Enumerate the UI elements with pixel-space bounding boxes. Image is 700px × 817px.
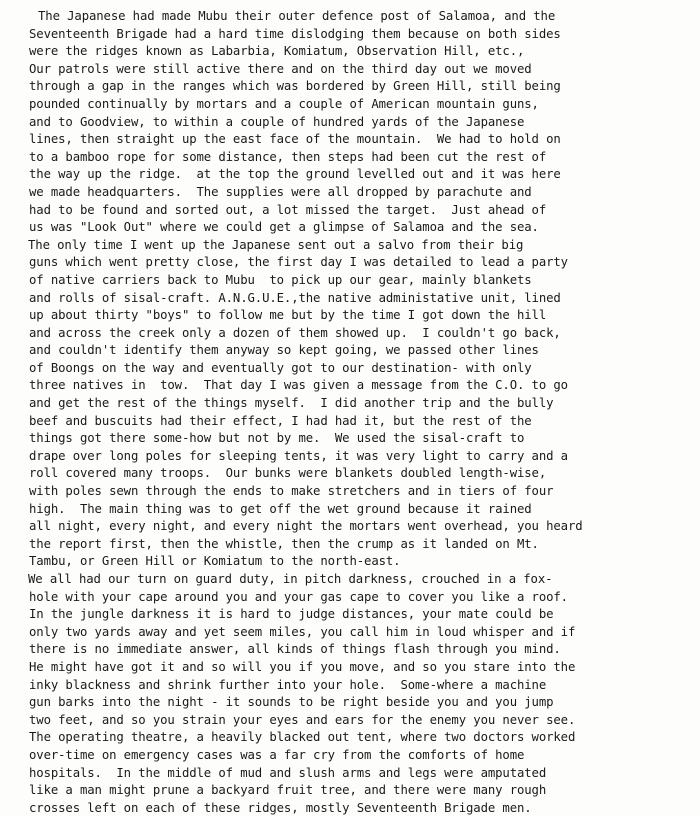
text-line: like a man might prune a backyard fruit tree, and there were many rough [29,783,547,798]
text-line: The Japanese had made Mubu their outer defence post of Salamoa, and the [38,9,556,23]
text-line: there is no immediate answer, all kinds of things flash through you mind. [29,642,561,657]
text-line: of Boongs on the way and eventually got to our destination- with only [29,360,532,375]
text-line: In the jungle darkness it is hard to judge distances, your mate could be [29,607,554,622]
text-line: all night, every night, and every night the mortars went overhead, you heard [29,519,583,534]
text-line: guns which went pretty close, the first day I was detailed to lead a party [29,255,568,270]
text-line: Tambu, or Green Hill or Komiatum to the north-east. [29,554,401,569]
text-line: Our patrols were still active there and on the third day out we moved [29,61,532,76]
text-line: we made headquarters. The supplies were all dropped by parachute and [29,184,532,199]
text-line: hospitals. In the middle of mud and slush arms and legs were amputated [29,765,547,780]
text-line: through a gap in the ranges which was bordered by Green Hill, still being [29,79,561,94]
text-line: crosses left on each of these ridges, mostly Seventeenth Brigade men. [29,800,532,815]
text-line: two feet, and so you strain your eyes and ears for the enemy you never see. [29,712,576,727]
text-line: only two yards away and yet seem miles, you call him in loud whisper and if [29,624,576,639]
text-line: beef and buscuits had their effect, I had had it, but the rest of the [29,413,532,428]
text-line: and rolls of sisal-craft. A.N.G.U.E.,the native administative unit, lined [29,290,561,305]
text-line: He might have got it and so will you if you move, and so you stare into the [29,659,576,674]
text-line: and to Goodview, to within a couple of hundred yards of the Japanese [29,114,525,129]
text-line: up about thirty "boys" to follow me but by the time I got down the hill [29,308,547,323]
text-line: and couldn't identify them anyway so kept going, we passed other lines [29,343,539,358]
text-line: hole with your cape around you and your gas cape to cover you like a roof. [29,589,568,604]
text-line: us was "Look Out" where we could get a glimpse of Salamoa and the sea. [29,220,539,235]
text-line: the report first, then the whistle, then the crump as it landed on Mt. [29,536,539,551]
text-line: pounded continually by mortars and a couple of American mountain guns, [29,96,539,111]
text-line: things got there some-how but not by me. We used the sisal-craft to [29,431,525,446]
text-line: with poles sewn through the ends to make stretchers and in tiers of four [29,484,554,499]
text-line: were the ridges known as Labarbia, Komiatum, Observation Hill, etc., [29,44,525,59]
text-line: and get the rest of the things myself. I did another trip and the bully [29,396,554,411]
text-line: and across the creek only a dozen of them showed up. I couldn't go back, [29,325,561,340]
text-line: drape over long poles for sleeping tents, it was very light to carry and a [29,448,568,463]
text-line: three natives in tow. That day I was given a message from the C.O. to go [29,378,568,393]
text-line: We all had our turn on guard duty, in pitch darkness, crouched in a fox- [28,572,553,586]
memoir-text-block [29,8,688,817]
text-line: gun barks into the night - it sounds to be right beside you and you jump [29,695,554,710]
text-line: had to be found and sorted out, a lot missed the target. Just ahead of [29,202,547,217]
text-line: to a bamboo rope for some distance, then steps had been cut the rest of [29,149,547,164]
text-line: inky blackness and shrink further into your hole. Some-where a machine [29,677,547,692]
text-line: lines, then straight up the east face of the mountain. We had to hold on [29,132,561,147]
text-line: Seventeenth Brigade had a hard time dislodging them because on both sides [29,26,561,41]
text-line: the way up the ridge. at the top the ground levelled out and it was here [29,167,561,182]
text-line: The only time I went up the Japanese sent out a salvo from their big [28,237,524,252]
text-line: over-time on emergency cases was a far cry from the comforts of home [29,747,525,762]
text-line: of native carriers back to Mubu to pick up our gear, mainly blankets [29,272,532,287]
text-line: high. The main thing was to get off the wet ground because it rained [29,501,532,516]
text-line: roll covered many troops. Our bunks were blankets doubled length-wise, [29,466,547,481]
text-line: The operating theatre, a heavily blacked out tent, where two doctors worked [29,730,576,745]
